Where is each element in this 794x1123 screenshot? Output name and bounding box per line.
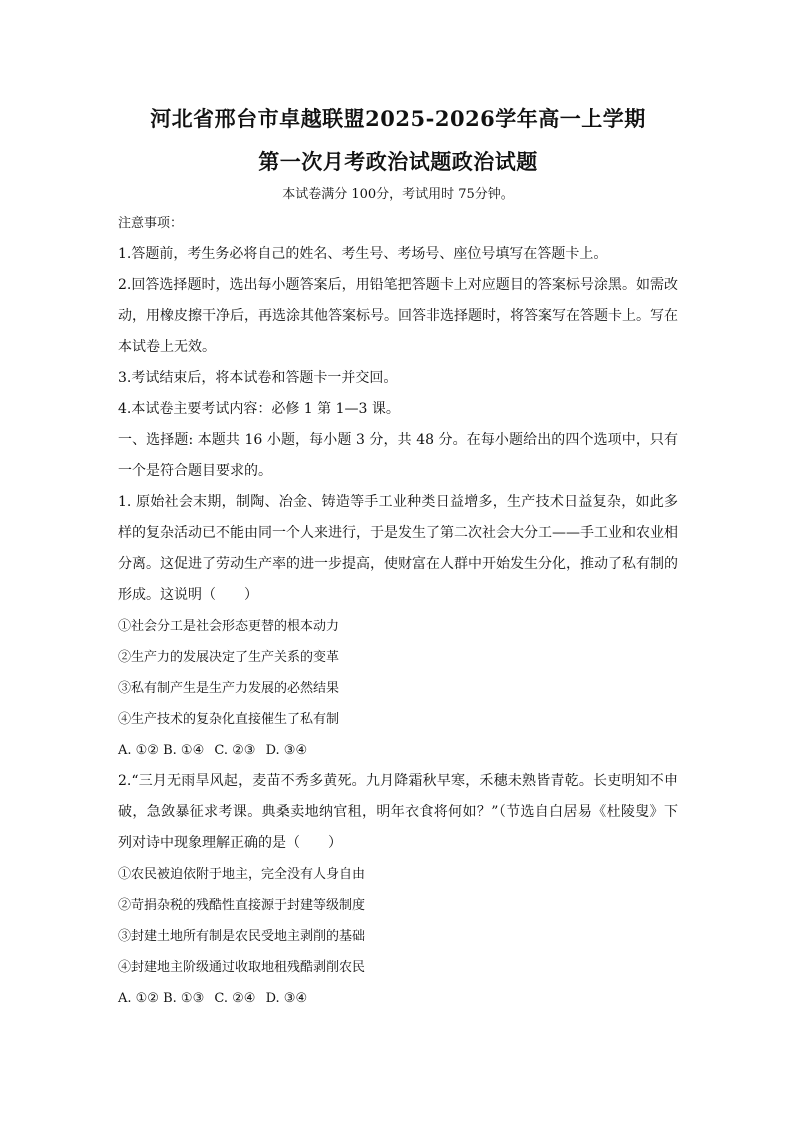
notes-heading: 注意事项：	[118, 216, 184, 231]
section-heading: 一、选择题: 本题共 16 小题，每小题 3 分，共 48 分。在每小题给出的四个选项中，只有一个是符合题目要求的。	[118, 432, 678, 479]
question-1-option: ②生产力的发展决定了生产关系的变革	[118, 650, 340, 665]
answer-choice: D. ③④	[265, 743, 308, 758]
exam-info: 本试卷满分 100分，考试用时 75分钟。	[282, 187, 514, 202]
document-title-line2: 第一次月考政治试题政治试题	[258, 149, 538, 174]
question-2-option: ①农民被迫依附于地主，完全没有人身自由	[118, 867, 366, 882]
question-1-option: ③私有制产生是生产力发展的必然结果	[118, 681, 340, 696]
answer-choice: C. ②④	[214, 991, 256, 1006]
question-2-answer-choices	[118, 983, 678, 1014]
question-2-option: ③封建土地所有制是农民受地主剥削的基础	[118, 929, 366, 944]
question-2-option: ④封建地主阶级通过收取地租残酷剥削农民	[118, 960, 366, 975]
note-item: 3.考试结束后，将本试卷和答题卡一并交回。	[118, 370, 398, 386]
question-2-stem: 2.“三月无雨旱风起，麦苗不秀多黄死。九月降霜秋早寒，禾穗未熟皆青乾。长吏明知不申破，急敛暴征求考课。典桑卖地纳官租，明年衣食将何如？”（节选自白居易《杜陵叟》下列对诗中现象理解正确的是（ ）	[118, 773, 678, 851]
answer-choice: A. ①② B. ①④	[118, 743, 205, 758]
document-title-line1: 河北省邢台市卓越联盟2025-2026学年高一上学期	[150, 106, 646, 131]
answer-choice: A. ①② B. ①③	[118, 991, 205, 1006]
question-1-option: ④生产技术的复杂化直接催生了私有制	[118, 712, 340, 727]
question-2-option: ②苛捐杂税的残酷性直接源于封建等级制度	[118, 898, 366, 913]
note-item: 2.回答选择题时，选出每小题答案后，用铅笔把答题卡上对应题目的答案标号涂黑。如需改动，用橡皮擦干净后，再选涂其他答案标号。回答非选择题时，将答案写在答题卡上。写在本试卷上无效。	[118, 277, 678, 355]
question-1-answer-choices	[118, 735, 678, 766]
note-item: 4.本试卷主要考试内容：必修 1 第 1—3 课。	[118, 401, 400, 417]
question-1-option: ①社会分工是社会形态更替的根本动力	[118, 619, 340, 634]
answer-choice: D. ③④	[265, 991, 308, 1006]
note-item: 1.答题前，考生务必将自己的姓名、考生号、考场号、座位号填写在答题卡上。	[118, 246, 608, 262]
question-1-stem: 1. 原始社会末期，制陶、冶金、铸造等手工业种类日益增多，生产技术日益复杂，如此多样的复杂活动已不能由同一个人来进行，于是发生了第二次社会大分工——手工业和农业相分离。这促进了劳动生产率的进一步提高，使财富在人群中开始发生分化，推动了私有制的形成。这说明（ ）	[118, 494, 678, 603]
answer-choice: C. ②③	[214, 743, 256, 758]
